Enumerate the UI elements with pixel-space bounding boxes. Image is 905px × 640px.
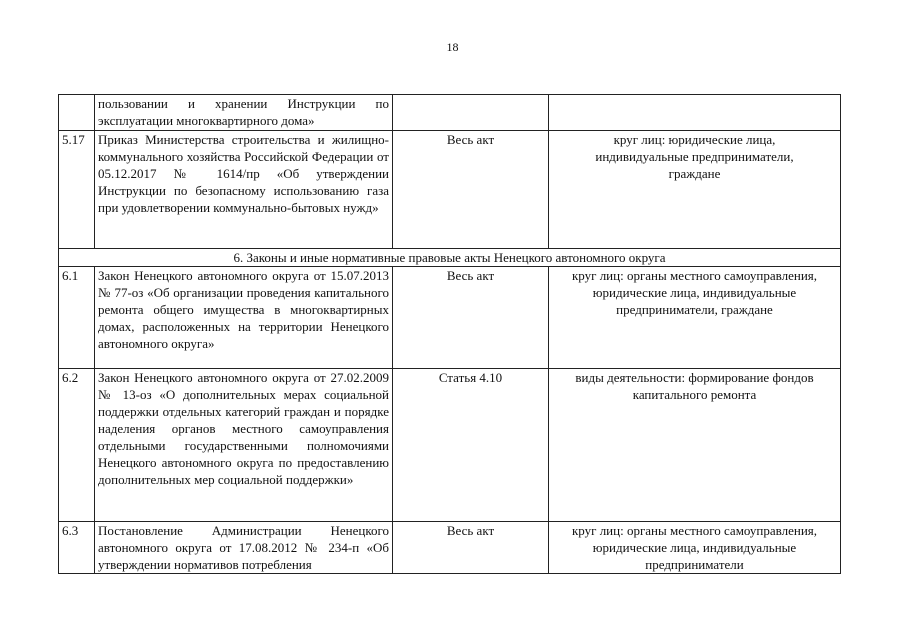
row-number: 6.2: [59, 369, 95, 522]
row-number: 5.17: [59, 131, 95, 249]
page-number: 18: [446, 40, 459, 54]
regulation-table: [58, 94, 841, 574]
act-name: Постановление Администрации Ненецкого автономного округа от 17.08.2012 № 234-п «Об утверждении нормативов потребления: [95, 522, 393, 574]
row-number: 6.3: [59, 522, 95, 574]
act-part: Весь акт: [393, 522, 549, 574]
row-number: [59, 95, 95, 131]
applicability-scope: круг лиц: органы местного самоуправления, юридические лица, индивидуальные предприниматели: [571, 523, 818, 572]
table-row: [59, 522, 841, 574]
act-name: пользовании и хранении Инструкции по эксплуатации многоквартирного дома»: [95, 95, 393, 131]
applicability-scope: [549, 95, 841, 131]
row-number: 6.1: [59, 267, 95, 369]
act-part: [393, 95, 549, 131]
section-heading: 6. Законы и иные нормативные правовые акты Ненецкого автономного округа: [59, 249, 841, 267]
act-part: Весь акт: [393, 267, 549, 369]
act-part: Весь акт: [393, 131, 549, 249]
act-name: Закон Ненецкого автономного округа от 27.02.2009 № 13-оз «О дополнительных мерах социальной поддержки отдельных категорий граждан и порядке наделения органов местного самоуправления отдельными государственными полномочиями Ненецкого автономного округа по предоставлению дополнительных мер социальной поддержки»: [95, 369, 393, 522]
act-part: Статья 4.10: [393, 369, 549, 522]
table-row: [59, 267, 841, 369]
act-name: Закон Ненецкого автономного округа от 15.07.2013 № 77-оз «Об организации проведения капитального ремонта общего имущества в многоквартирных домах, расположенных на территории Ненецкого автономного округа»: [95, 267, 393, 369]
applicability-scope: круг лиц: юридические лица, индивидуальные предприниматели, граждане: [595, 132, 794, 181]
applicability-scope: круг лиц: органы местного самоуправления, юридические лица, индивидуальные предприниматели, граждане: [571, 268, 818, 317]
table-row: [59, 131, 841, 249]
section-heading-row: [59, 249, 841, 267]
applicability-scope: виды деятельности: формирование фондов капитального ремонта: [575, 370, 814, 402]
act-name: Приказ Министерства строительства и жилищно-коммунального хозяйства Российской Федерации от 05.12.2017 № 1614/пр «Об утверждении Инструкции по безопасному использованию газа при удовлетворении коммунально-бытовых нужд»: [95, 131, 393, 249]
table-row: [59, 369, 841, 522]
table-row: [59, 95, 841, 131]
